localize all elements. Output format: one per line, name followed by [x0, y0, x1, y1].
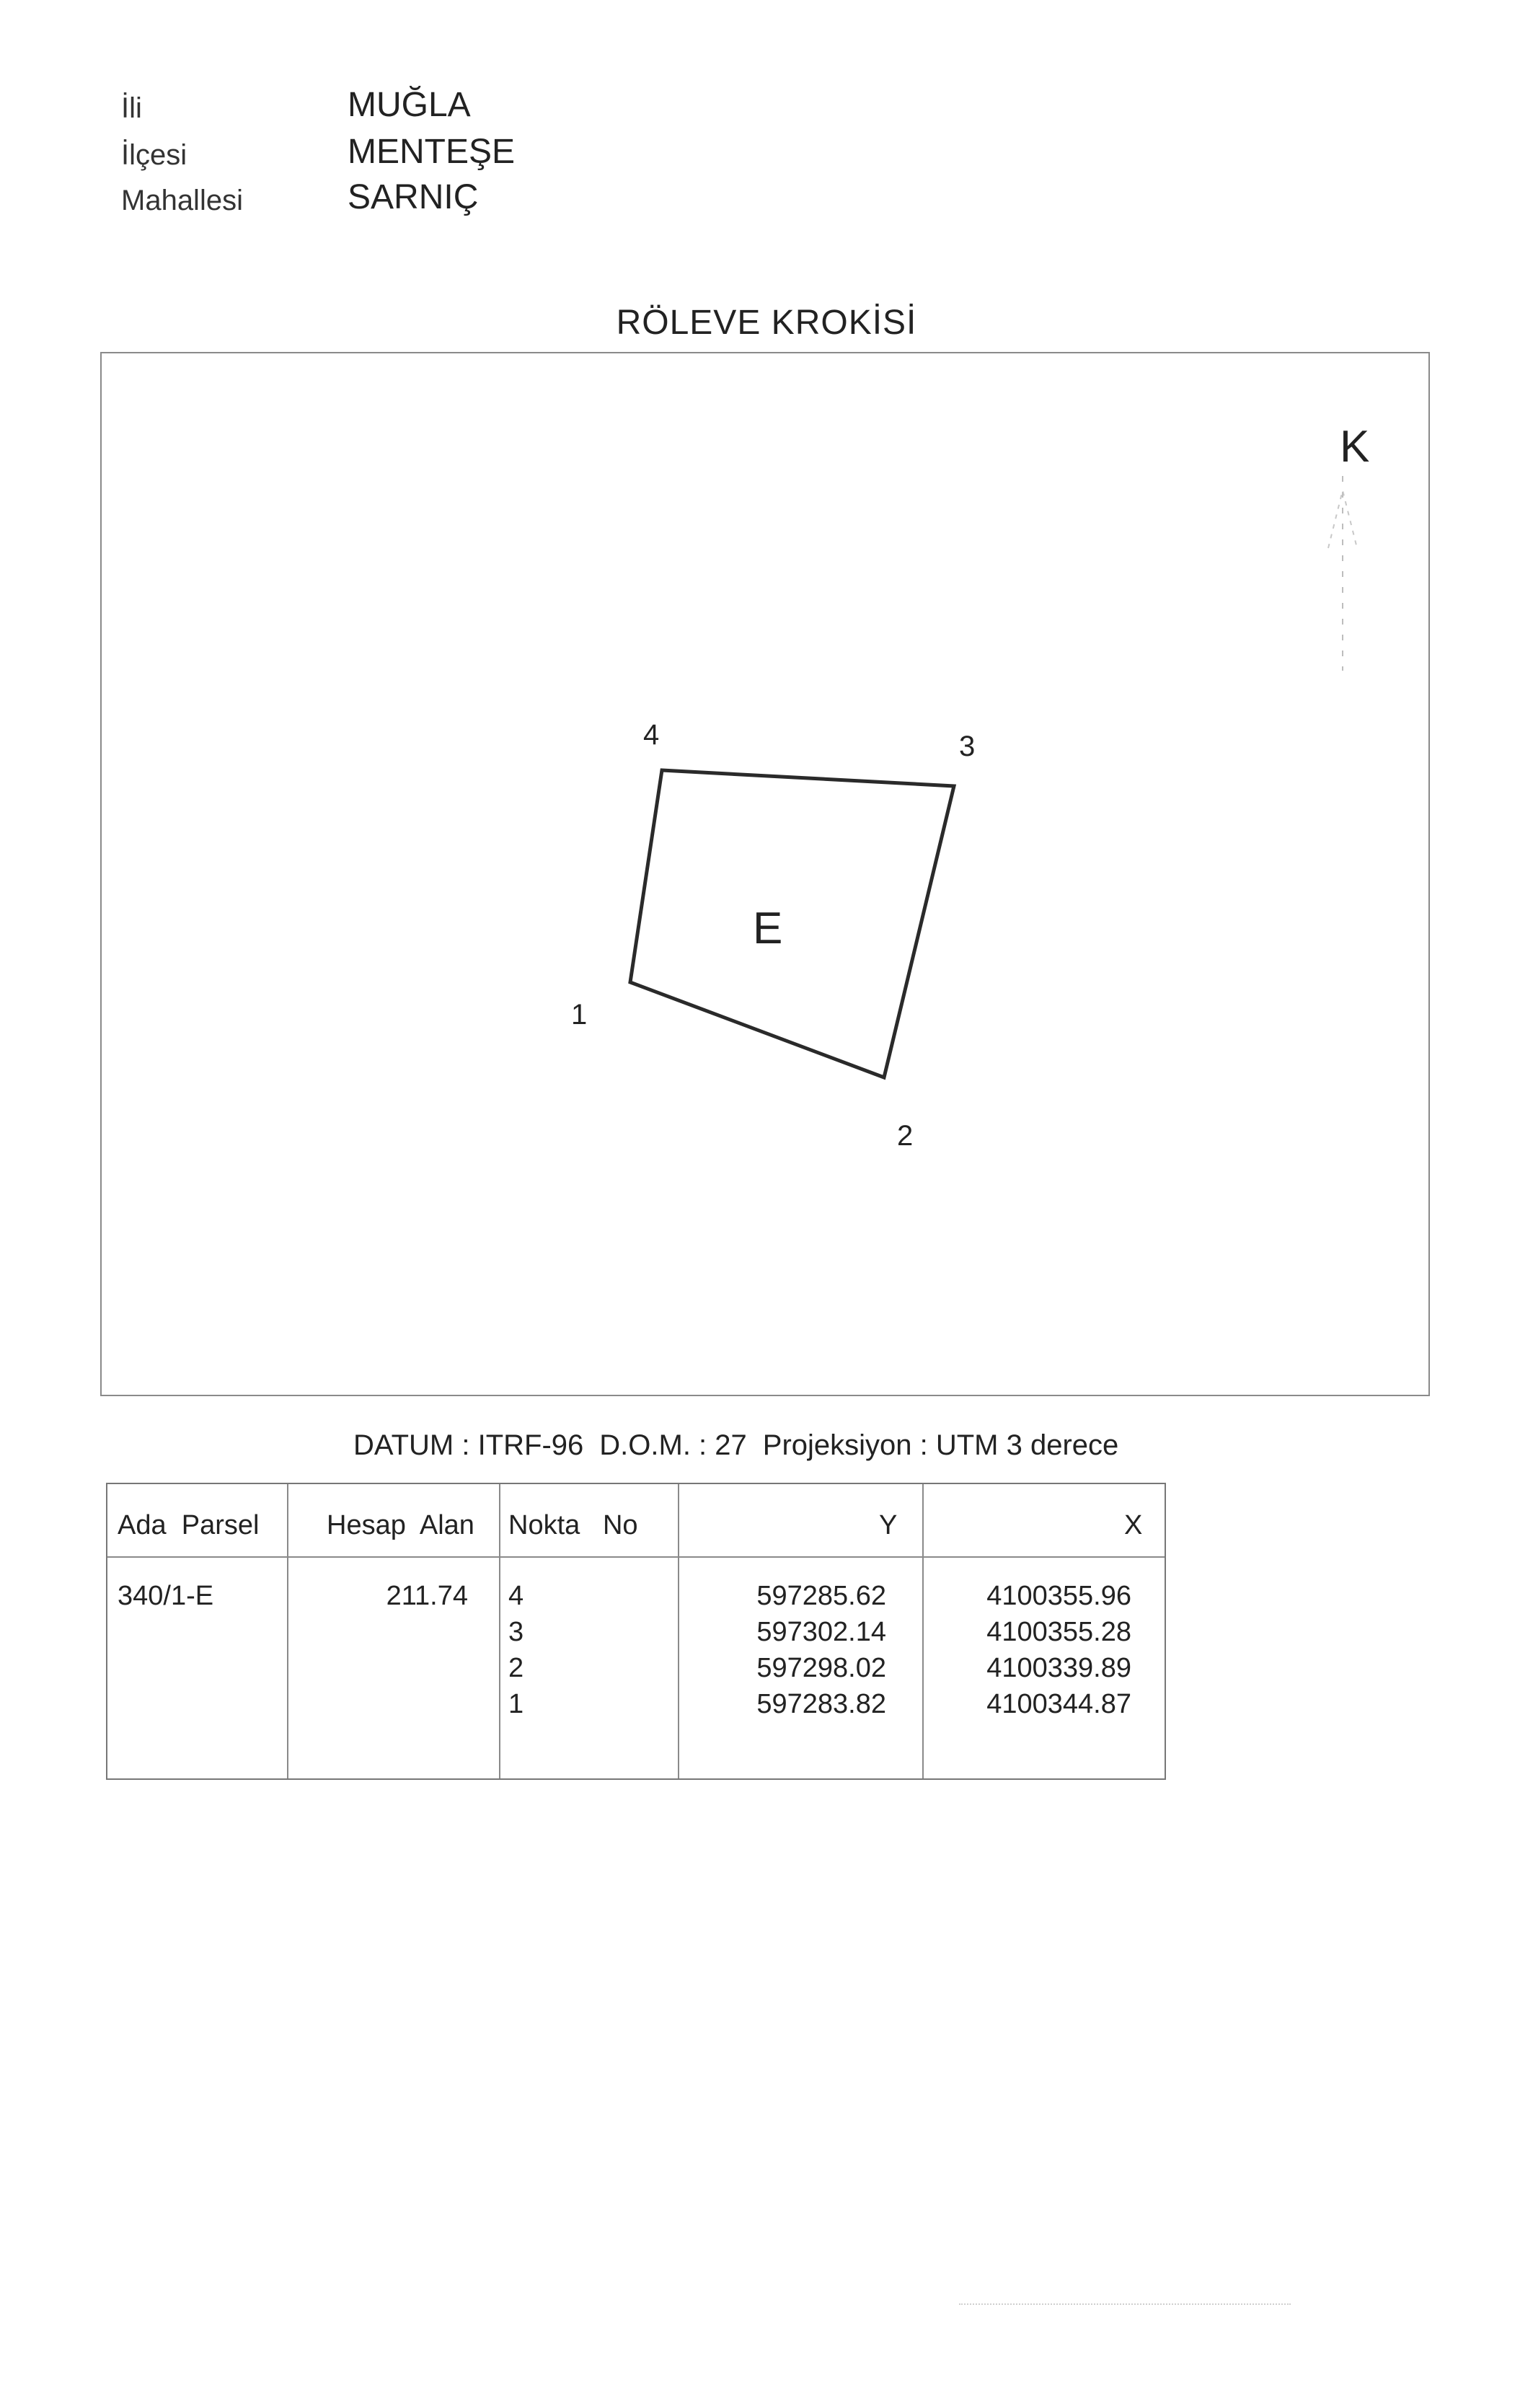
parcel-label: E [753, 904, 783, 953]
cell-hesap-alan: 211.74 [386, 1581, 468, 1611]
point-label-1: 1 [571, 999, 588, 1031]
nokta-no-item: 3 [508, 1617, 524, 1647]
cell-y-list [706, 1578, 886, 1722]
column-divider [922, 1484, 924, 1778]
point-label-3: 3 [959, 731, 976, 762]
y-value: 597285.62 [756, 1581, 886, 1611]
x-value: 4100355.96 [986, 1581, 1131, 1611]
x-value: 4100355.28 [986, 1617, 1131, 1647]
north-arrow-label: K [1340, 422, 1370, 472]
ilce-value: MENTEŞE [348, 133, 516, 171]
header-ada-parsel: Ada Parsel [118, 1510, 260, 1540]
nokta-no-item: 4 [508, 1581, 524, 1611]
il-label: İli [121, 92, 142, 124]
il-value: MUĞLA [348, 86, 471, 124]
column-divider [499, 1484, 500, 1778]
y-value: 597302.14 [756, 1617, 886, 1647]
x-value: 4100339.89 [986, 1653, 1131, 1683]
header-nokta-no: Nokta No [508, 1510, 638, 1540]
sketch-title: RÖLEVE KROKİSİ [616, 304, 917, 342]
north-arrow-icon [1328, 476, 1357, 671]
cell-x-list [937, 1578, 1131, 1722]
mahalle-label: Mahallesi [121, 185, 243, 216]
nokta-no-item: 1 [508, 1689, 524, 1719]
datum-line [353, 1429, 1134, 1462]
column-divider [287, 1484, 288, 1778]
header-x: X [1124, 1510, 1143, 1540]
cell-ada-parsel: 340/1-E [118, 1581, 214, 1611]
point-label-4: 4 [643, 719, 660, 751]
column-divider [678, 1484, 679, 1778]
dom-text: D.O.M. : 27 [599, 1429, 747, 1461]
header-hesap-alan: Hesap Alan [327, 1510, 474, 1540]
coordinate-table [106, 1483, 1166, 1780]
parcel-boundary [630, 770, 954, 1077]
cell-nokta-no-list [508, 1578, 523, 1722]
y-value: 597298.02 [756, 1653, 886, 1683]
header-divider [107, 1556, 1165, 1558]
datum-text: DATUM : ITRF-96 [353, 1429, 584, 1461]
header-y: Y [879, 1510, 898, 1540]
ilce-label: İlçesi [121, 139, 187, 171]
point-label-2: 2 [897, 1120, 914, 1152]
x-value: 4100344.87 [986, 1689, 1131, 1719]
mahalle-value: SARNIÇ [348, 178, 479, 216]
scan-artifact [959, 2303, 1291, 2306]
nokta-no-item: 2 [508, 1653, 524, 1683]
y-value: 597283.82 [756, 1689, 886, 1719]
projection-text: Projeksiyon : UTM 3 derece [762, 1429, 1119, 1461]
